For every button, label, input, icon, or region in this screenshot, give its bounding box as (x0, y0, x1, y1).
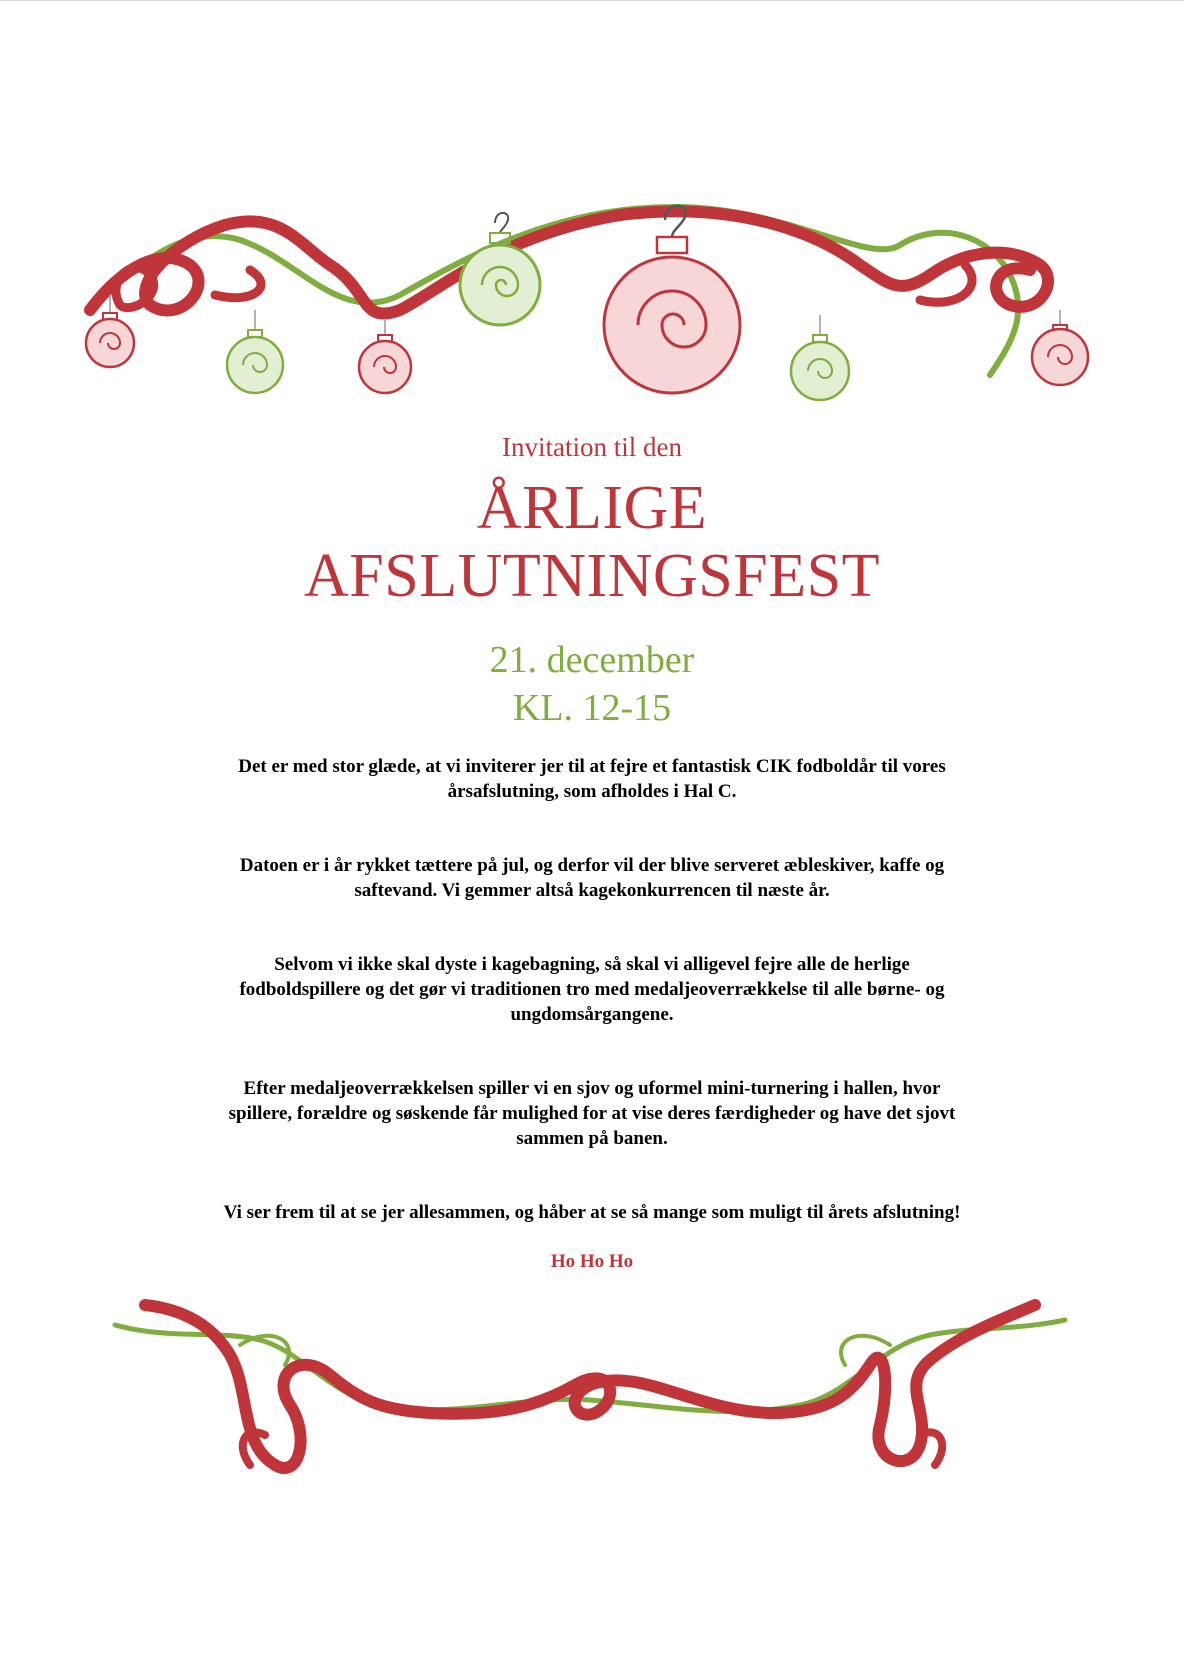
ornament-green-3 (791, 315, 849, 400)
body-paragraph-4: Efter medaljeoverrækkelsen spiller vi en sjov og uformel mini-turnering i hallen, hvor spillere, forældre og søskende får mulighed for at vise deres færdigheder og have det sjovt sammen på banen. (228, 1078, 956, 1149)
signoff: Ho Ho Ho (550, 1251, 634, 1272)
page-top-edge (0, 0, 1184, 1)
event-date: 21. december (489, 639, 695, 681)
bottom-ribbon-garland-decoration (0, 1285, 1184, 1500)
body-paragraph-2: Datoen er i år rykket tættere på jul, og derfor vil der blive serveret æbleskiver, kaffe og saftevand. Vi gemmer altså kagekonkurrencen til næste år. (239, 855, 945, 901)
ornament-red-large (604, 206, 740, 393)
ornament-red-2 (359, 320, 411, 393)
event-time: KL. 12-15 (512, 687, 672, 729)
body-paragraph-1: Det er med stor glæde, at vi inviterer jer til at fejre et fantastisk CIK fodboldår til vores årsafslutning, som afholdes i Hal C. (238, 756, 946, 802)
body-paragraph-5: Vi ser frem til at se jer allesammen, og håber at se så mange som muligt til årets afslutning! (223, 1202, 961, 1223)
top-ribbon-garland-decoration (0, 185, 1184, 445)
invitation-body (212, 754, 972, 1274)
invitation-content (0, 430, 1184, 1274)
body-paragraph-3: Selvom vi ikke skal dyste i kagebagning, så skal vi alligevel fejre alle de herlige fodboldspillere og det gør vi traditionen tro med medaljeoverrækkelse til alle børne- og ungdomsårgangene. (239, 954, 945, 1025)
ornament-red-3 (1032, 310, 1088, 385)
event-title-line-1: ÅRLIGE (476, 474, 708, 542)
event-title-line-2: AFSLUTNINGSFEST (304, 542, 880, 610)
event-title (0, 474, 1184, 610)
invitation-intro: Invitation til den (502, 432, 682, 462)
ornament-green-1 (227, 310, 283, 393)
